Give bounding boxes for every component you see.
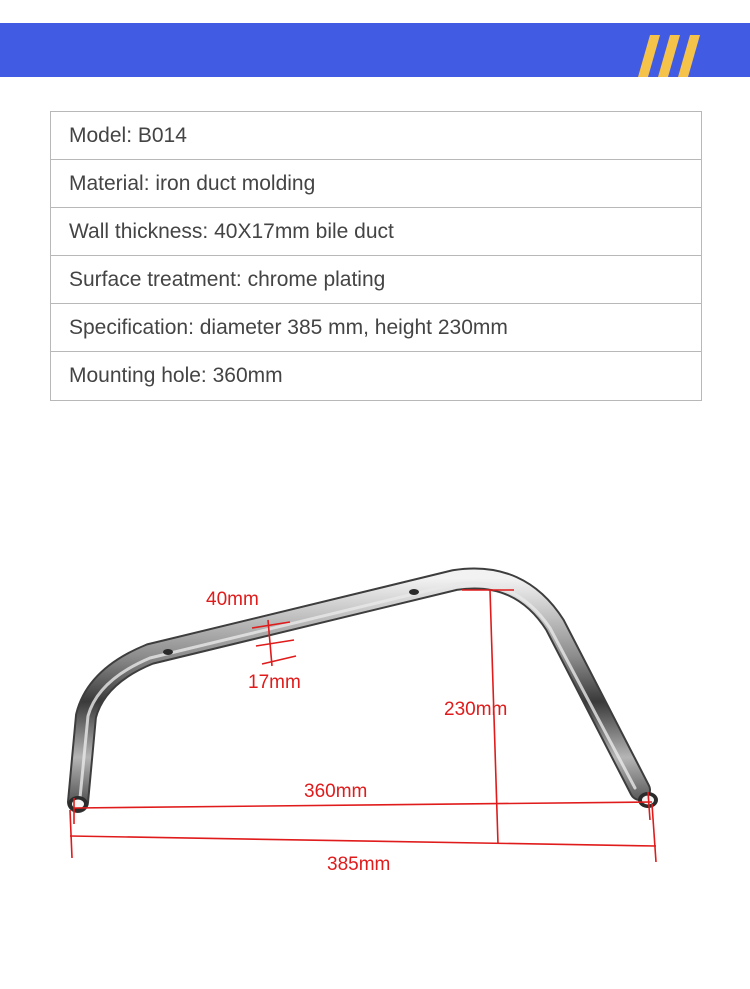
mounting-hole-left [163,649,173,655]
dim-label-230mm: 230mm [444,699,508,720]
triple-slash-icon [638,35,708,79]
spec-row-mounting-hole: Mounting hole: 360mm [69,364,283,387]
mounting-hole-right [409,589,419,595]
dim-label-40mm: 40mm [206,589,259,610]
header-banner [0,23,750,77]
spec-row-model: Model: B014 [51,112,701,160]
product-diagram [0,540,750,900]
spec-row-specification: Specification: diameter 385 mm, height 230mm [51,304,701,352]
dim-label-17mm: 17mm [248,672,301,693]
dim-label-360mm: 360mm [304,781,368,802]
dim-label-385mm: 385mm [327,854,391,875]
chrome-handle [68,578,658,812]
spec-table [50,111,702,401]
spec-row-material: Material: iron duct molding [51,160,701,208]
spec-row-wall-thickness: Wall thickness: 40X17mm bile duct [51,208,701,256]
spec-row-surface-treatment: Surface treatment: chrome plating [51,256,701,304]
